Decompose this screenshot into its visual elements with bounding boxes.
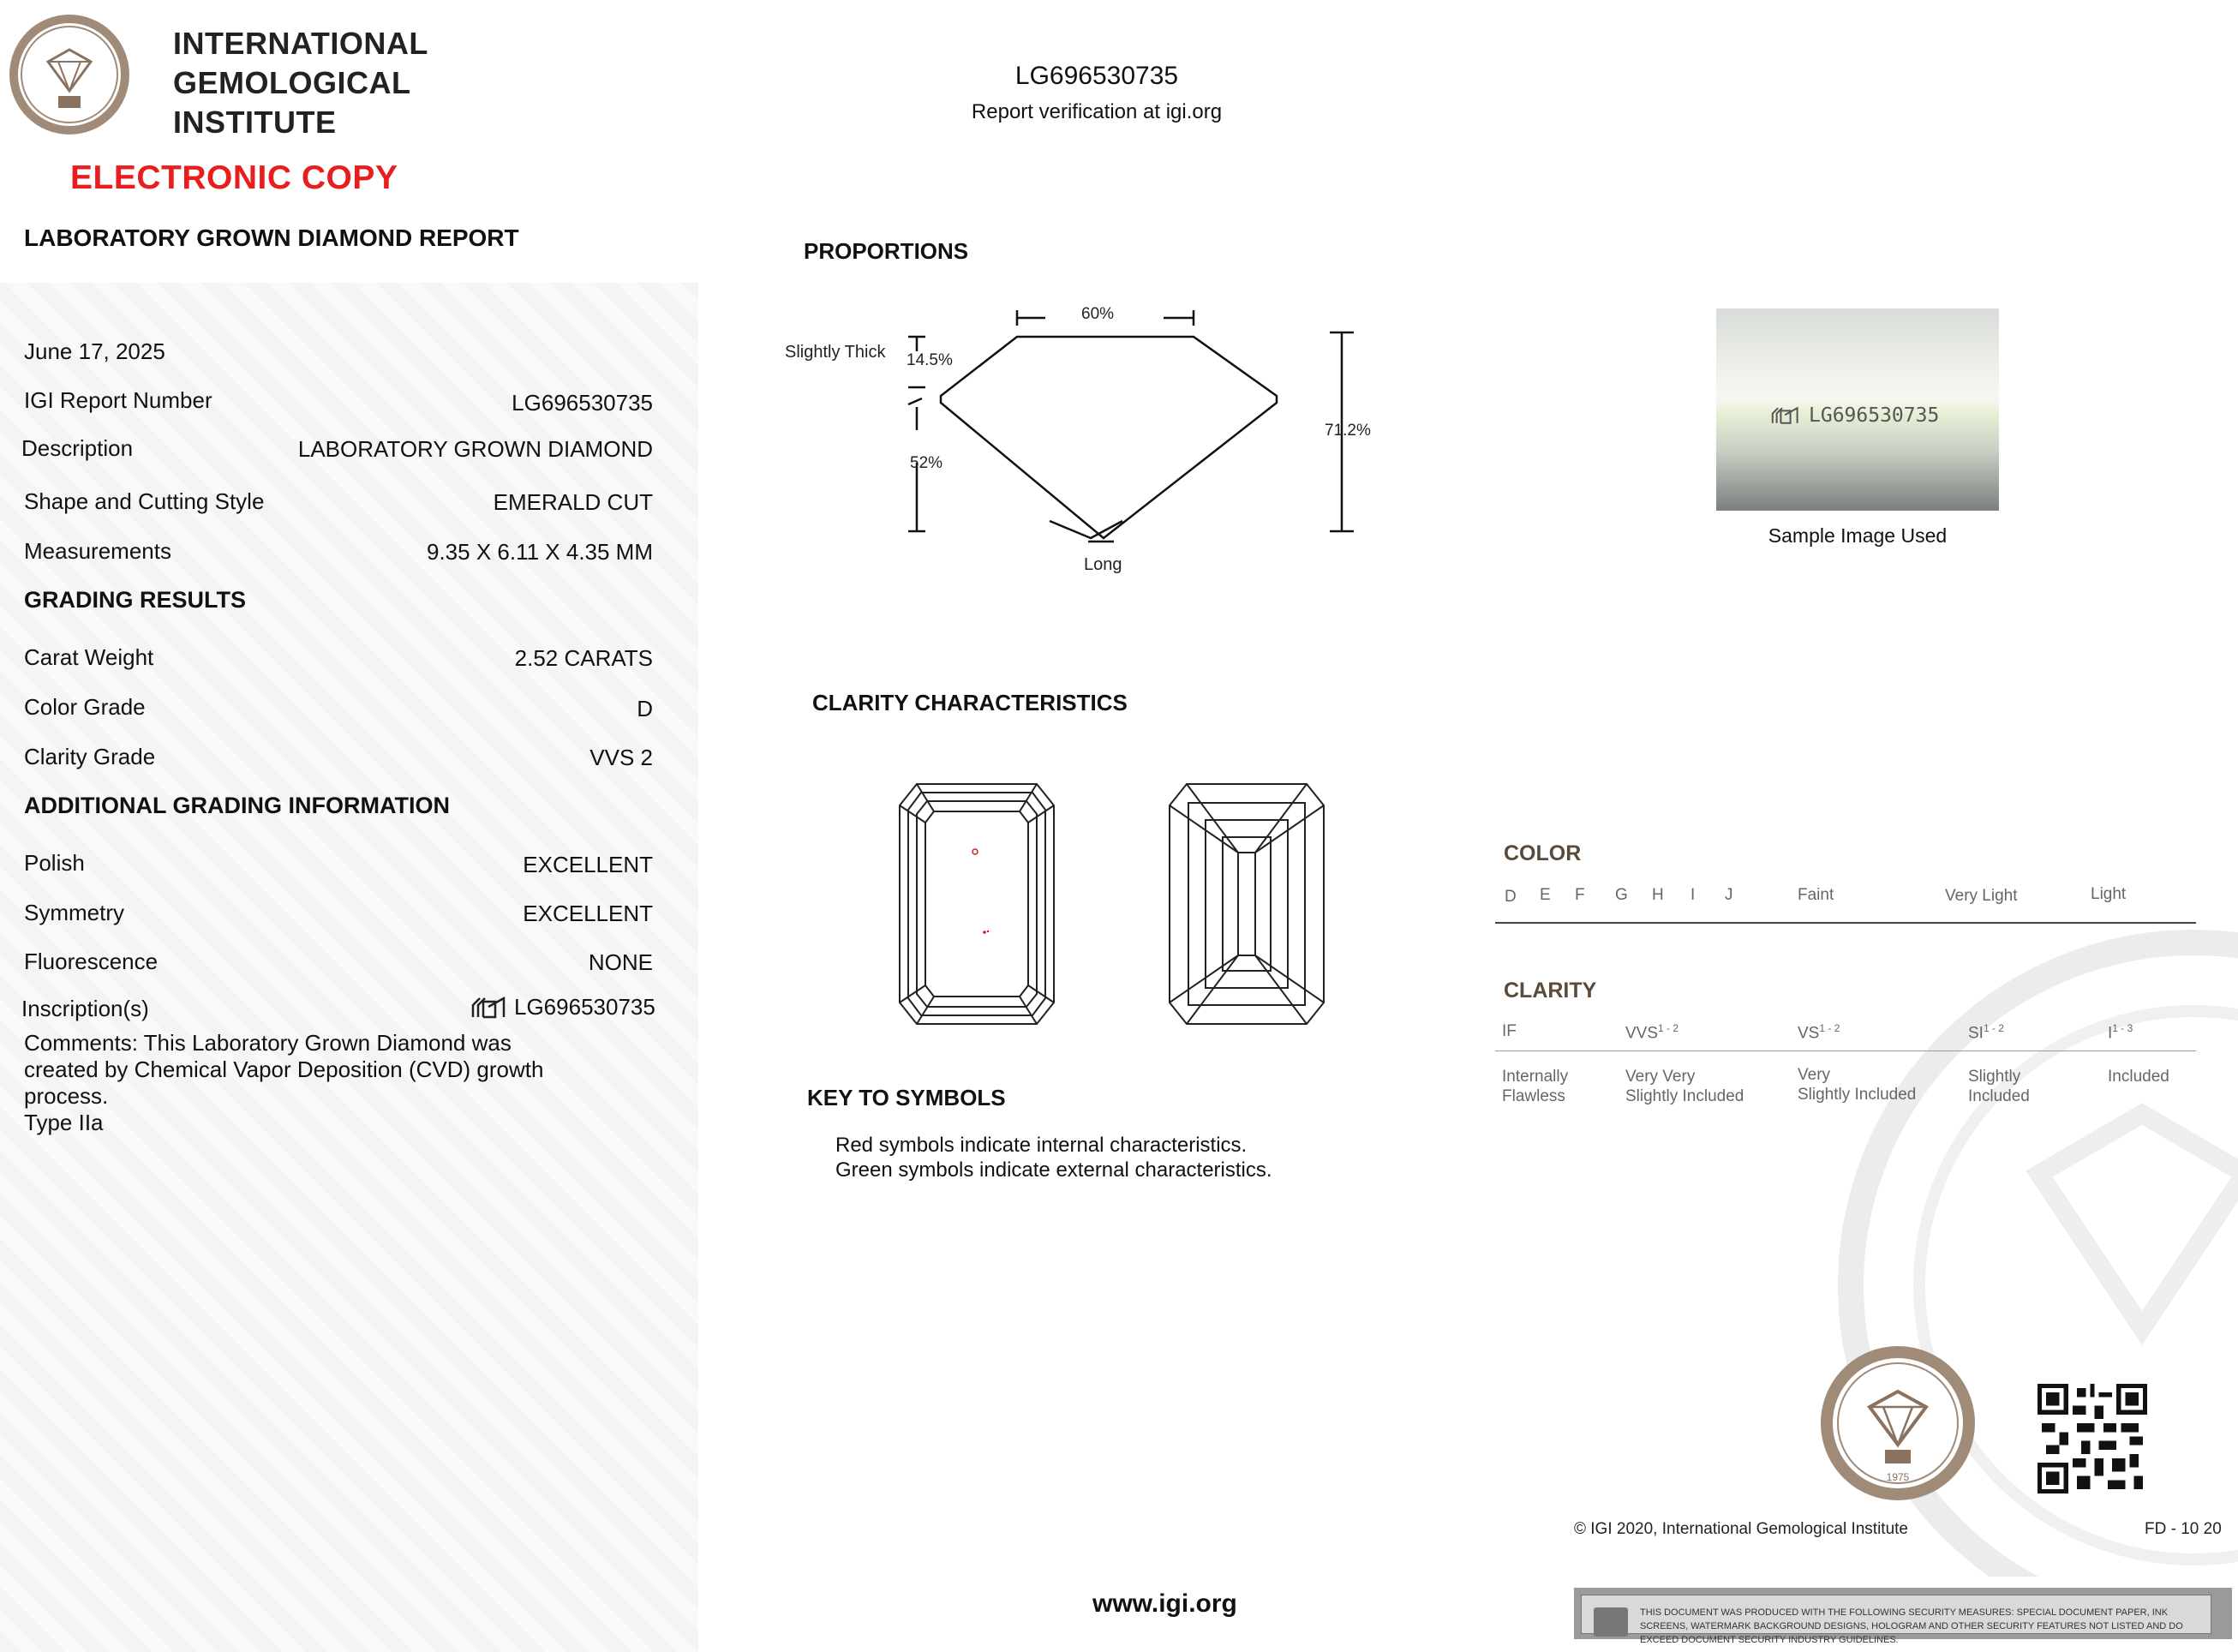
- header-report-number: LG696530735: [1014, 62, 1179, 90]
- comments-line-4: Type IIa: [24, 1110, 104, 1135]
- clarity-si: [1968, 1022, 2004, 1043]
- inscription-label: Inscription(s): [21, 996, 149, 1021]
- seal-year: 1975: [1886, 1471, 1910, 1483]
- clarity-vvs-desc-2: Slightly Included: [1625, 1087, 1744, 1105]
- document-lock-icon: [1594, 1607, 1628, 1637]
- clarity-si-range: 1 - 2: [1983, 1022, 2004, 1034]
- report-number-label: IGI Report Number: [24, 387, 212, 413]
- igi-seal-logo: [7, 12, 132, 137]
- color-grade-d: D: [1505, 888, 1517, 906]
- color-grade-h: H: [1652, 886, 1664, 904]
- polish-value: EXCELLENT: [523, 852, 653, 877]
- clarity-vvs-label: VVS: [1625, 1024, 1659, 1043]
- clarity-vs: [1798, 1022, 1840, 1043]
- sample-inscription: [1769, 404, 1939, 427]
- sample-image-caption: Sample Image Used: [1768, 524, 1948, 547]
- carat-label: Carat Weight: [24, 644, 154, 670]
- clarity-si-desc-1: Slightly: [1968, 1068, 2021, 1086]
- clarity-vs-range: 1 - 2: [1819, 1022, 1840, 1034]
- clarity-i-description: Included: [2108, 1068, 2169, 1086]
- carat-value: 2.52 CARATS: [514, 645, 653, 671]
- clarity-scale-divider: [1495, 1050, 2196, 1051]
- clarity-if-desc-1: Internally: [1502, 1068, 1569, 1086]
- color-grade-e: E: [1540, 886, 1551, 904]
- color-grade-f: F: [1575, 886, 1585, 904]
- proportions-heading: PROPORTIONS: [804, 238, 969, 264]
- comments-line-1: Comments: This Laboratory Grown Diamond was: [24, 1030, 512, 1056]
- comments-line-2: created by Chemical Vapor Deposition (CVD) growth: [24, 1056, 544, 1082]
- key-to-symbols-heading: KEY TO SYMBOLS: [807, 1085, 1006, 1110]
- comments: [24, 1030, 658, 1136]
- fluorescence-value: NONE: [588, 949, 653, 975]
- clarity-if-description: [1502, 1067, 1568, 1106]
- inclusion-mark: [983, 931, 986, 934]
- table-percentage: 60%: [1081, 305, 1115, 323]
- inclusion-mark: [972, 849, 978, 854]
- comments-line-3: process.: [24, 1083, 109, 1109]
- inscription-value: LG696530735: [514, 994, 655, 1020]
- color-grade-i: I: [1690, 886, 1696, 904]
- report-date: June 17, 2025: [24, 338, 165, 364]
- description-value: LABORATORY GROWN DIAMOND: [297, 436, 653, 462]
- key-to-symbols-text: [835, 1133, 1272, 1182]
- sample-inscription-text: LG696530735: [1809, 404, 1940, 427]
- clarity-vvs: [1625, 1022, 1678, 1043]
- igi-footer-seal: [1818, 1344, 1978, 1503]
- security-notice-text: THIS DOCUMENT WAS PRODUCED WITH THE FOLLOWING SECURITY MEASURES: SPECIAL DOCUMENT PAPER, INK SCREENS, WATERMARK BACKGROUND DESIGNS, HOLOGRAM AND OTHER SECURITY FEATURES NOT LISTED AND DO EXCEED DOCUMENT SECURITY INDUSTRY GUIDELINES.: [1640, 1607, 2183, 1645]
- color-very-light: Very Light: [1945, 887, 2018, 905]
- clarity-vs-label: VS: [1798, 1024, 1820, 1043]
- security-notice-box: [1581, 1595, 2211, 1645]
- pavilion-percentage: 52%: [910, 454, 943, 472]
- color-grade-g: G: [1615, 886, 1628, 904]
- clarity-if: IF: [1502, 1022, 1517, 1040]
- clarity-grade-label: Clarity Grade: [24, 744, 156, 769]
- clarity-i: [2108, 1022, 2133, 1043]
- clarity-si-desc-2: Included: [1968, 1087, 2030, 1105]
- pavilion-plot-diagram: [1161, 775, 1332, 1032]
- color-grade-label: Color Grade: [24, 694, 146, 720]
- depth-percentage: 71.2%: [1325, 422, 1371, 440]
- measurements-label: Measurements: [24, 538, 171, 564]
- key-internal-line: Red symbols indicate internal characteristics.: [835, 1134, 1248, 1157]
- shape-label: Shape and Cutting Style: [24, 488, 265, 514]
- org-line-3: INSTITUTE: [173, 105, 337, 140]
- website-link[interactable]: www.igi.org: [1092, 1589, 1237, 1618]
- description-label: Description: [21, 435, 134, 461]
- clarity-characteristics-heading: CLARITY CHARACTERISTICS: [812, 690, 1128, 715]
- color-grade-value: D: [637, 696, 653, 721]
- shape-value: EMERALD CUT: [493, 489, 653, 515]
- culet-label: Long: [1084, 555, 1122, 574]
- clarity-vs-desc-1: Very: [1798, 1066, 1831, 1084]
- clarity-vs-desc-2: Slightly Included: [1798, 1086, 1917, 1104]
- girdle-label: Slightly Thick: [785, 343, 886, 362]
- color-scale-heading: COLOR: [1504, 841, 1582, 865]
- form-code: FD - 10 20: [2145, 1520, 2222, 1538]
- clarity-vvs-range: 1 - 2: [1658, 1022, 1679, 1034]
- clarity-si-description: [1968, 1067, 2030, 1106]
- clarity-grade-value: VVS 2: [589, 745, 653, 770]
- organization-name: [173, 24, 428, 142]
- clarity-if-desc-2: Flawless: [1502, 1087, 1565, 1105]
- clarity-vs-description: [1798, 1065, 1916, 1104]
- verification-qr-code[interactable]: [2038, 1384, 2147, 1493]
- verification-link[interactable]: Report verification at igi.org: [971, 100, 1223, 123]
- color-light: Light: [2091, 885, 2127, 903]
- clarity-i-label: I: [2108, 1024, 2113, 1043]
- org-line-2: GEMOLOGICAL: [173, 65, 411, 100]
- symmetry-value: EXCELLENT: [523, 901, 653, 926]
- color-grade-j: J: [1725, 886, 1733, 904]
- crown-plot-diagram: [891, 775, 1062, 1032]
- igi-mini-logo-icon: [1769, 405, 1802, 426]
- polish-label: Polish: [24, 850, 85, 876]
- crown-percentage: 14.5%: [907, 351, 953, 369]
- grading-results-heading: GRADING RESULTS: [24, 587, 247, 613]
- clarity-scale-heading: CLARITY: [1504, 979, 1597, 1003]
- fluorescence-label: Fluorescence: [24, 949, 159, 974]
- additional-grading-heading: ADDITIONAL GRADING INFORMATION: [24, 793, 450, 818]
- igi-mini-logo-icon: [470, 995, 509, 1021]
- copyright-notice: © IGI 2020, International Gemological Institute: [1574, 1520, 1908, 1538]
- inclusion-mark: [987, 931, 989, 932]
- measurements-value: 9.35 X 6.11 X 4.35 MM: [427, 539, 653, 565]
- sample-inscription-image: [1716, 308, 1999, 511]
- clarity-i-range: 1 - 3: [2112, 1022, 2133, 1034]
- color-scale-divider: [1495, 922, 2196, 924]
- symmetry-label: Symmetry: [24, 900, 124, 925]
- org-line-1: INTERNATIONAL: [173, 26, 428, 61]
- color-faint: Faint: [1798, 886, 1834, 904]
- security-notice: [1574, 1588, 2232, 1645]
- inscription-value-group: [470, 994, 655, 1021]
- clarity-si-label: SI: [1968, 1024, 1984, 1043]
- report-title: LABORATORY GROWN DIAMOND REPORT: [24, 224, 519, 251]
- report-number-value: LG696530735: [512, 390, 653, 416]
- clarity-vvs-desc-1: Very Very: [1625, 1068, 1696, 1086]
- electronic-copy-label: ELECTRONIC COPY: [70, 159, 398, 196]
- clarity-vvs-description: [1625, 1067, 1744, 1106]
- key-external-line: Green symbols indicate external characteristics.: [835, 1158, 1272, 1182]
